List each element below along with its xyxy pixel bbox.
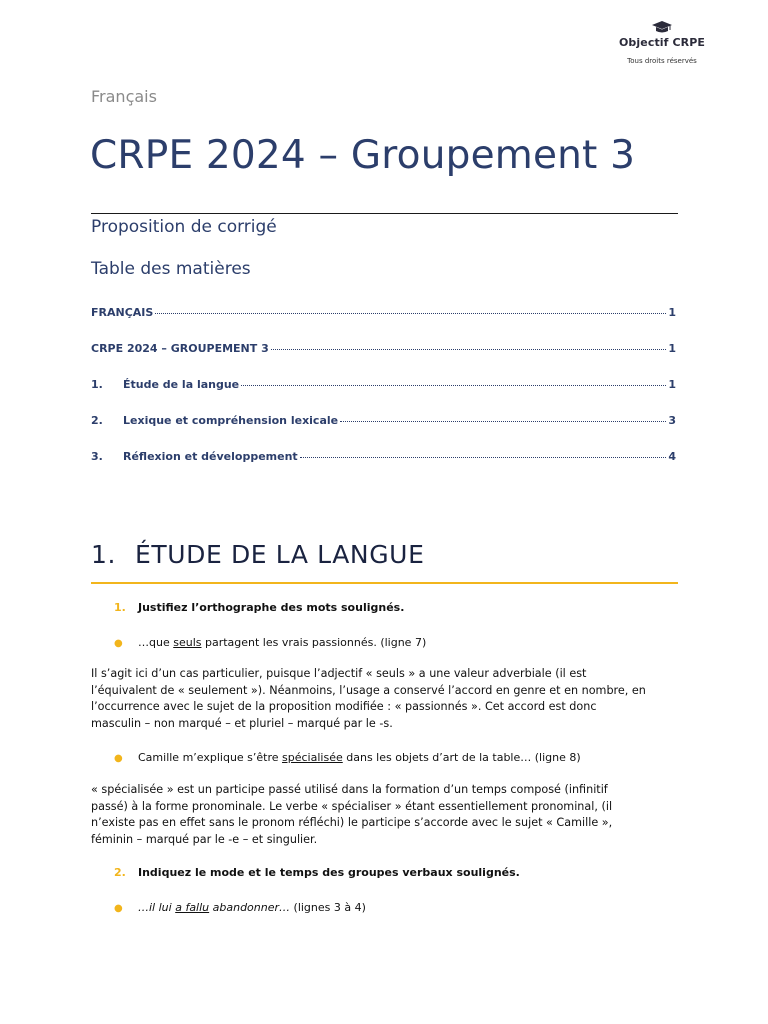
toc-entry-page: 1 — [668, 306, 676, 319]
toc-entry[interactable] — [91, 378, 676, 391]
bullet-dot-icon: ● — [114, 638, 123, 649]
toc-entry-label: Réflexion et développement — [123, 450, 298, 463]
bullet-dot-icon: ● — [114, 903, 123, 914]
objectif-crpe-logo — [602, 20, 722, 65]
toc-leader-dots — [340, 421, 666, 422]
document-subtitle: Proposition de corrigé — [91, 217, 277, 237]
underlined-word: a fallu — [175, 901, 210, 914]
toc-entry-label: Étude de la langue — [123, 378, 240, 391]
title-divider — [91, 213, 678, 214]
answer-paragraph: Il s’agit ici d’un cas particulier, puisque l’adjectif « seuls » a une valeur adverbiale (il est l’équivalent de « seulement »). Néanmoins, l’usage a conservé l’accord en genre et en nombre, en l’occurrence avec le sujet de la proposition modifiée : « passionnés ». Cet accord est donc masculin – non marqué – et pluriel – marqué par le -s. — [91, 667, 646, 730]
question-1 — [114, 601, 404, 614]
logo-brand: Objectif CRPE — [618, 36, 706, 49]
toc-leader-dots — [241, 385, 666, 386]
toc-entry-page: 1 — [668, 378, 676, 391]
toc-title: Table des matières — [91, 259, 251, 279]
question-text: Indiquez le mode et le temps des groupes verbaux soulignés. — [138, 866, 520, 879]
section-divider — [91, 582, 678, 584]
toc-entry[interactable] — [91, 342, 676, 355]
document-title: CRPE 2024 – Groupement 3 — [90, 133, 636, 178]
example-bullet: ● …il lui a fallu abandonner… (lignes 3 à 4) — [114, 901, 366, 914]
question-number: 2. — [114, 866, 126, 879]
underlined-word: seuls — [173, 636, 202, 649]
toc-entry-page: 1 — [668, 342, 676, 355]
toc-entry-page: 3 — [668, 414, 676, 427]
section-title-text: ÉTUDE DE LA LANGUE — [135, 540, 425, 569]
toc-entry[interactable] — [91, 450, 676, 463]
question-text: Justifiez l’orthographe des mots soulignés. — [138, 601, 405, 614]
underlined-word: spécialisée — [282, 751, 343, 764]
graduation-cap-icon — [651, 20, 673, 34]
toc-entry-number: 3. — [91, 450, 103, 463]
section-number: 1. — [91, 540, 117, 569]
toc-entry-label: FRANÇAIS — [91, 306, 154, 319]
logo-rights: Tous droits réservés — [627, 57, 697, 65]
toc-entry[interactable] — [91, 414, 676, 427]
section-heading — [91, 540, 424, 569]
bullet-dot-icon: ● — [114, 753, 123, 764]
toc-entry-number: 2. — [91, 414, 103, 427]
toc-leader-dots — [155, 313, 666, 314]
toc-leader-dots — [271, 349, 667, 350]
toc-leader-dots — [300, 457, 667, 458]
toc-entry-label: CRPE 2024 – GROUPEMENT 3 — [91, 342, 269, 355]
subject-label: Français — [91, 87, 157, 106]
toc-entry-label: Lexique et compréhension lexicale — [123, 414, 339, 427]
question-2 — [114, 866, 520, 879]
question-number: 1. — [114, 601, 126, 614]
answer-paragraph: « spécialisée » est un participe passé utilisé dans la formation d’un temps composé (infinitif passé) à la forme pronominale. Le verbe « spécialiser » étant essentiellement pronominal, (il n’existe pas en effet sans le pronom réfléchi) le participe s’accorde avec le sujet « Camille », féminin – marqué par le -e – et singulier. — [91, 783, 613, 846]
toc-entry[interactable] — [91, 306, 676, 319]
example-bullet: ● …que seuls partagent les vrais passionnés. (ligne 7) — [114, 636, 427, 649]
toc-entry-number: 1. — [91, 378, 103, 391]
toc-entry-page: 4 — [668, 450, 676, 463]
example-bullet: ● Camille m’explique s’être spécialisée dans les objets d’art de la table… (ligne 8) — [114, 751, 581, 764]
